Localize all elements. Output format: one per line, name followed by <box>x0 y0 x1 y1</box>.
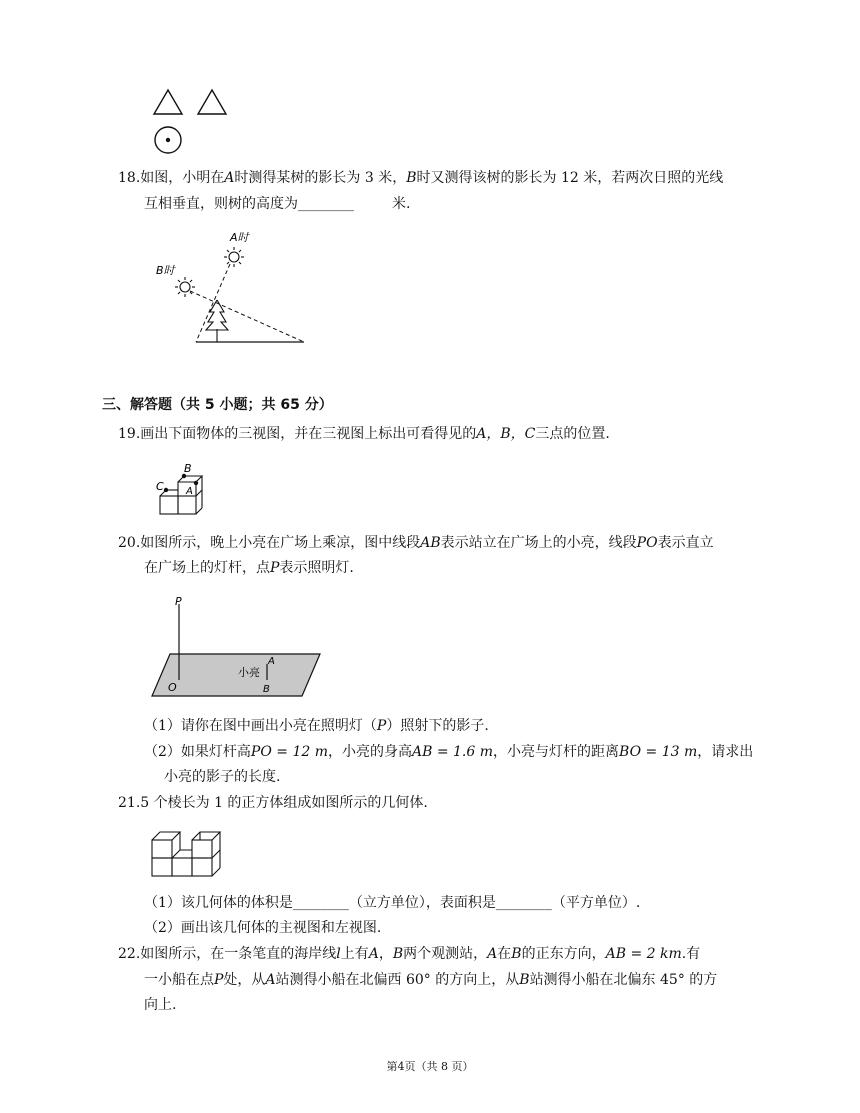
q22-line1: 22.如图所示，在一条笔直的海岸线l上有A，B两个观测站，A在B的正东方向，AB = 2 km.有 <box>118 946 701 962</box>
label-a-time: A时 <box>230 231 249 244</box>
q18-tree-shadow-figure <box>150 226 320 350</box>
page-footer: 第4页（共 8 页） <box>386 1060 474 1073</box>
q22-line2: 一小船在点P处，从A站测得小船在北偏西 60° 的方向上，从B站测得小船在北偏东 45° 的方 <box>144 972 718 988</box>
label-c: C <box>156 480 164 493</box>
svg-text:B: B <box>263 684 270 695</box>
label-a: A <box>186 486 193 497</box>
triangle-icon <box>154 90 182 114</box>
q19-text: 19.画出下面物体的三视图，并在三视图上标出可看得见的A，B，C三点的位置. <box>118 426 610 442</box>
q20-sub2-line2: 小亮的影子的长度. <box>164 769 281 785</box>
sun-icon <box>175 277 195 297</box>
q20-line2: 在广场上的灯杆，点P表示照明灯. <box>144 560 354 576</box>
section-3-title: 三、解答题（共 5 小题；共 65 分） <box>102 397 333 413</box>
answer-blank: ________ <box>292 895 349 911</box>
q19-cubes-figure <box>150 458 230 518</box>
q18-line2: 互相垂直，则树的高度为________ 米. <box>144 196 411 212</box>
q22-line3: 向上. <box>144 997 177 1013</box>
sun-icon <box>224 247 244 267</box>
svg-text:P: P <box>175 595 182 608</box>
triangle-icon <box>198 90 226 114</box>
label-b: B <box>184 462 192 475</box>
q18-line1: 18.如图，小明在A时测得某树的影长为 3 米，B时又测得该树的影长为 12 米，若两次日照的光线 <box>118 170 724 186</box>
q21-sub2: （2）画出该几何体的主视图和左视图. <box>144 920 382 936</box>
ground-plane <box>152 654 320 696</box>
q20-sub2-line1: （2）如果灯杆高PO = 12 m，小亮的身高AB = 1.6 m，小亮与灯杆的距离BO = 13 m，请求出 <box>144 744 754 760</box>
q21-cubes-figure <box>150 824 236 884</box>
q17-shapes-figure <box>148 86 238 158</box>
svg-text:O: O <box>168 681 177 694</box>
q21-text: 21.5 个棱长为 1 的正方体组成如图所示的几何体. <box>118 795 428 811</box>
svg-text:A: A <box>268 656 275 667</box>
q20-sub1: （1）请你在图中画出小亮在照明灯（P）照射下的影子. <box>144 718 489 734</box>
answer-blank: ________ <box>495 895 552 911</box>
svg-text:小亮: 小亮 <box>238 666 260 679</box>
q20-lamp-figure <box>150 592 330 702</box>
answer-blank: ________ <box>298 196 354 212</box>
label-b-time: B时 <box>156 264 175 277</box>
q20-line1: 20.如图所示，晚上小亮在广场上乘凉，图中线段AB表示站立在广场上的小亮，线段PO表示直立 <box>118 535 714 551</box>
q21-sub1: （1）该几何体的体积是________（立方单位），表面积是________（平方单位）. <box>144 895 641 911</box>
